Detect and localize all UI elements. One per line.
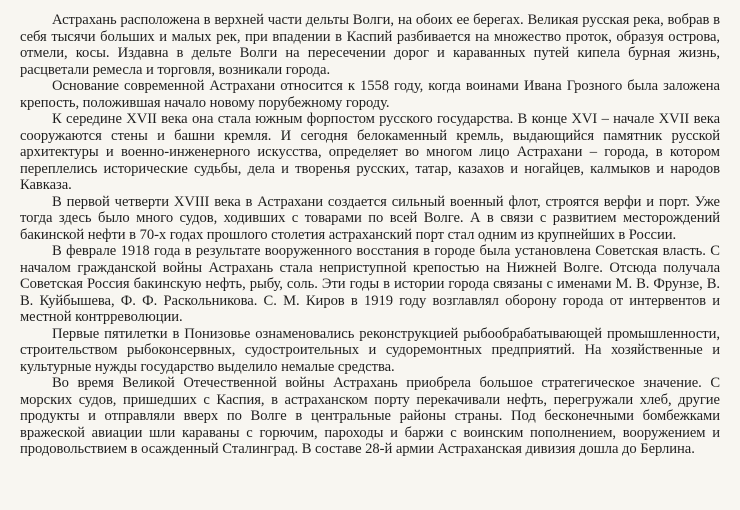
paragraph-6: Первые пятилетки в Понизовье ознаменовались реконструкцией рыбообрабатывающей промышленности, строительством рыбоконсервных, судостроительных и судоремонтных предприятий. На хозяйственные и культурные нужды государство выделило немалые средства. — [20, 325, 720, 375]
paragraph-3: К середине XVII века она стала южным форпостом русского государства. В конце XVI – начале XVII века сооружаются стены и башни кремля. И сегодня белокаменный кремль, выдающийся памятник русской архитектуры и военно-инженерного искусства, определяет во многом лицо Астрахани – города, в котором переплелись исторические судьбы, дела и творенья русских, татар, казахов и ногайцев, калмыков и народов Кавказа. — [20, 111, 720, 193]
paragraph-4: В первой четверти XVIII века в Астрахани создается сильный военный флот, строятся верфи и порт. Уже тогда здесь было много судов, ходивших с товарами по всей Волге. А в связи с развитием месторождений бакинской нефти в 70-х годах прошлого столетия астраханский порт стал одним из крупнейших в России. — [20, 193, 720, 243]
document-body — [20, 12, 720, 458]
paragraph-1: Астрахань расположена в верхней части дельты Волги, на обоих ее берегах. Великая русская река, вобрав в себя тысячи больших и малых рек, при впадении в Каспий разбивается на множество проток, образуя острова, отмели, косы. Издавна в дельте Волги на пересечении дорог и караванных путей кипела бурная жизнь, расцветали ремесла и торговля, возникали города. — [20, 12, 720, 78]
paragraph-7: Во время Великой Отечественной войны Астрахань приобрела большое стратегическое значение. С морских судов, пришедших с Каспия, в астраханском порту перекачивали нефть, перегружали хлеб, другие продукты и отправляли вверх по Волге в центральные районы страны. Под бесконечными бомбежками вражеской авиации шли караваны с горючим, пароходы и баржи с воинским пополнением, вооружением и продовольствием в осажденный Сталинград. В составе 28-й армии Астраханская дивизия дошла до Берлина. — [20, 375, 720, 457]
paragraph-5: В феврале 1918 года в результате вооруженного восстания в городе была установлена Советская власть. С началом гражданской войны Астрахань стала неприступной крепостью на Нижней Волге. Отсюда получала Советская Россия бакинскую нефть, рыбу, соль. Эти годы в истории города связаны с именами М. В. Фрунзе, В. В. Куйбышева, Ф. Ф. Раскольникова. С. М. Киров в 1919 году возглавлял оборону города от интервентов и местной контрреволюции. — [20, 243, 720, 325]
paragraph-2: Основание современной Астрахани относится к 1558 году, когда воинами Ивана Грозного была заложена крепость, положившая начало новому порубежному городу. — [20, 78, 720, 111]
